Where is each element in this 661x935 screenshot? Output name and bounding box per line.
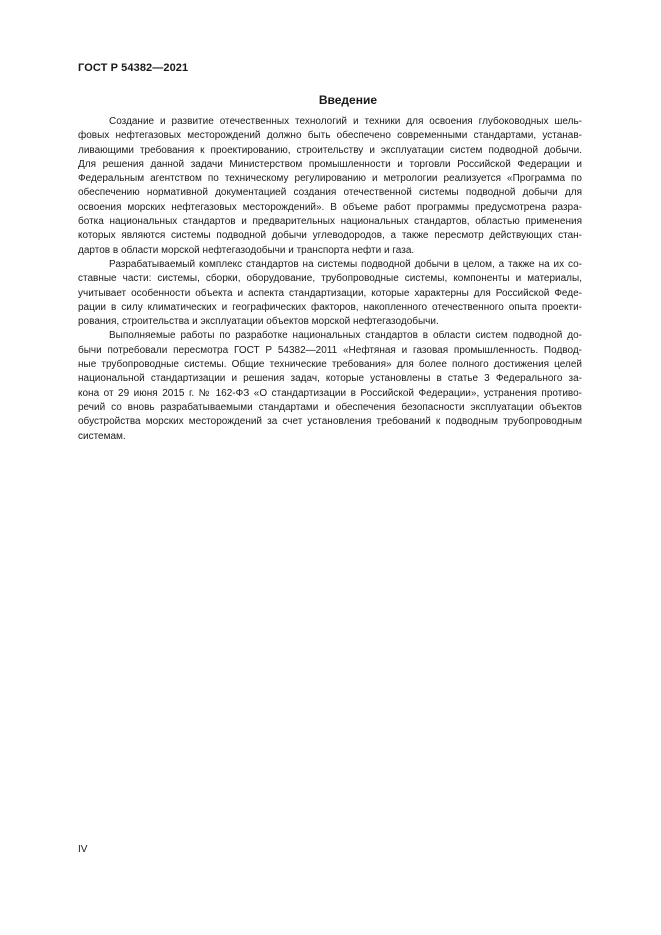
text-line: Федеральным агентством по техническому регулированию и метрологии реализуется «Программа по: [78, 173, 582, 185]
document-body: [78, 115, 582, 444]
section-title: Введение: [318, 93, 377, 107]
text-line: ливающими требования к проектированию, строительству и эксплуатации систем подводной добычи.: [78, 144, 582, 156]
text-line: освоения морских нефтегазовых месторождений». В объеме работ программы предусмотрена разра-: [78, 201, 582, 213]
paragraph: [78, 115, 582, 258]
text-line: рации в силу климатических и географических факторов, накопленного отечественного опыта проекти-: [78, 301, 582, 313]
paragraph: [78, 329, 582, 443]
text-line: учитывает особенности объекта и аспекта стандартизации, которые характерны для Российской Феде-: [78, 287, 582, 299]
paragraph: [78, 258, 582, 329]
text-line: кона от 29 июня 2015 г. № 162-ФЗ «О стандартизации в Российской Федерации», устранения противо-: [78, 387, 582, 399]
text-line: обустройства морских месторождений за счет установления требований к подводным трубопроводным: [78, 416, 582, 428]
text-line: Создание и развитие отечественных технологий и техники для освоения глубоководных шель-: [109, 116, 582, 127]
text-line: фовых нефтегазовых месторождений должно быть обеспечено современными стандартами, устанав-: [78, 130, 582, 142]
text-line: национальной стандартизации и решения задач, которые установлены в статье 3 Федерального за-: [78, 373, 582, 385]
page-number: IV: [78, 844, 88, 855]
text-line: речий со вновь разрабатываемыми стандартами и обеспечения безопасности эксплуатации объектов: [78, 401, 582, 413]
text-line: ботка национальных стандартов и предварительных национальных стандартов, областью применения: [78, 216, 582, 228]
page-title: [78, 93, 582, 107]
document-header: ГОСТ Р 54382—2021: [78, 62, 189, 74]
text-line: ставные части: системы, сборки, оборудование, трубопроводные системы, компоненты и материалы,: [78, 273, 582, 285]
text-line: системам.: [78, 430, 126, 442]
text-line: дартов в области морской нефтегазодобычи и транспорта нефти и газа.: [78, 244, 415, 256]
text-line: рования, строительства и эксплуатации объектов морской нефтегазодобычи.: [78, 316, 439, 328]
text-line: которых являются системы подводной добычи углеводородов, а также пересмотр действующих стан-: [78, 230, 582, 242]
text-line: Для решения данной задачи Министерством промышленности и торговли Российской Федерации и: [78, 158, 582, 170]
text-line: Выполняемые работы по разработке национальных стандартов в области систем подводной до-: [109, 330, 582, 342]
text-line: бычи потребовали пересмотра ГОСТ Р 54382—2011 «Нефтяная и газовая промышленность. Подвод-: [78, 344, 582, 356]
text-line: ные трубопроводные системы. Общие технические требования» для более полного достижения целей: [78, 359, 582, 371]
text-line: обеспечению нормативной документацией создания отечественной системы подводной добычи для: [78, 187, 582, 199]
text-line: Разрабатываемый комплекс стандартов на системы подводной добычи в целом, а также на их со-: [109, 258, 582, 270]
